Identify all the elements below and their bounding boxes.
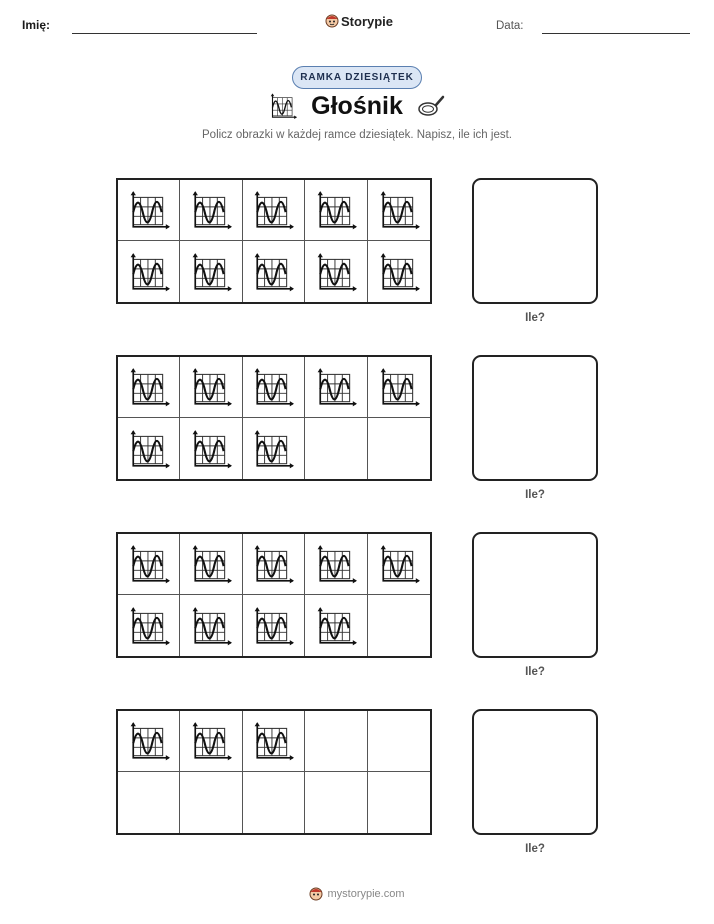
answer-prompt: Ile? — [525, 489, 545, 501]
ten-frame-cell — [243, 357, 305, 418]
sine-wave-graph-icon — [269, 92, 297, 120]
page-title: Głośnik — [311, 91, 403, 120]
instructions: Policz obrazki w każdej ramce dziesiątek. Napisz, ile ich jest. — [202, 129, 512, 141]
ten-frame-cell — [118, 180, 180, 241]
name-line[interactable] — [72, 33, 257, 34]
sine-wave-graph-icon — [315, 366, 357, 408]
ten-frame-cell — [180, 241, 242, 302]
sine-wave-graph-icon — [190, 366, 232, 408]
date-line[interactable] — [542, 33, 690, 34]
frying-pan-icon — [417, 92, 445, 120]
ten-frame-cell — [305, 418, 367, 479]
sine-wave-graph-icon — [252, 605, 294, 647]
ten-frame — [116, 355, 432, 481]
ten-frame-cell — [243, 711, 305, 772]
sine-wave-graph-icon — [190, 251, 232, 293]
answer-box[interactable] — [472, 532, 598, 658]
ten-frame-cell — [305, 357, 367, 418]
sine-wave-graph-icon — [128, 189, 170, 231]
sine-wave-graph-icon — [378, 251, 420, 293]
sine-wave-graph-icon — [252, 720, 294, 762]
answer-prompt: Ile? — [525, 843, 545, 855]
sine-wave-graph-icon — [378, 543, 420, 585]
sine-wave-graph-icon — [252, 366, 294, 408]
sine-wave-graph-icon — [190, 605, 232, 647]
sine-wave-graph-icon — [128, 428, 170, 470]
ten-frame-cell — [305, 534, 367, 595]
ten-frame-cell — [180, 357, 242, 418]
ten-frame-cell — [368, 180, 430, 241]
sine-wave-graph-icon — [252, 543, 294, 585]
title-row — [0, 88, 714, 124]
ten-frame-cell — [118, 595, 180, 656]
ten-frame-cell — [118, 241, 180, 302]
date-label: Data: — [496, 20, 524, 32]
ten-frame-cell — [368, 418, 430, 479]
ten-frame-cell — [118, 711, 180, 772]
ten-frame-cell — [180, 418, 242, 479]
footer — [0, 886, 714, 902]
worksheet-type-badge: RAMKA DZIESIĄTEK — [292, 66, 422, 89]
sine-wave-graph-icon — [128, 366, 170, 408]
sine-wave-graph-icon — [315, 189, 357, 231]
sine-wave-graph-icon — [190, 428, 232, 470]
logo — [325, 13, 393, 29]
ten-frame-cell — [243, 418, 305, 479]
sine-wave-graph-icon — [252, 189, 294, 231]
ten-frame-cell — [243, 241, 305, 302]
ten-frame-cell — [180, 595, 242, 656]
sine-wave-graph-icon — [128, 251, 170, 293]
ten-frame-cell — [305, 711, 367, 772]
ten-frame-cell — [243, 595, 305, 656]
answer-box[interactable] — [472, 709, 598, 835]
ten-frame-cell — [368, 241, 430, 302]
sine-wave-graph-icon — [252, 251, 294, 293]
ten-frame — [116, 178, 432, 304]
ten-frame-cell — [180, 711, 242, 772]
ten-frame-cell — [368, 711, 430, 772]
ten-frame-cell — [243, 772, 305, 833]
sine-wave-graph-icon — [190, 189, 232, 231]
answer-prompt: Ile? — [525, 312, 545, 324]
ten-frame — [116, 532, 432, 658]
sine-wave-graph-icon — [315, 543, 357, 585]
ten-frame-cell — [243, 180, 305, 241]
sine-wave-graph-icon — [252, 428, 294, 470]
ten-frame-cell — [305, 595, 367, 656]
ten-frame-cell — [368, 595, 430, 656]
ten-frame-cell — [180, 772, 242, 833]
sine-wave-graph-icon — [315, 251, 357, 293]
logo-text: Storypie — [341, 13, 394, 29]
ten-frame-cell — [305, 241, 367, 302]
ten-frame-cell — [118, 418, 180, 479]
pie-mascot-icon — [325, 13, 339, 29]
ten-frame-cell — [368, 772, 430, 833]
sine-wave-graph-icon — [315, 605, 357, 647]
sine-wave-graph-icon — [128, 720, 170, 762]
ten-frame-cell — [368, 357, 430, 418]
ten-frame-cell — [305, 180, 367, 241]
name-label: Imię: — [22, 18, 51, 32]
sine-wave-graph-icon — [190, 543, 232, 585]
ten-frame-cell — [180, 180, 242, 241]
answer-box[interactable] — [472, 178, 598, 304]
answer-box[interactable] — [472, 355, 598, 481]
ten-frame-cell — [118, 772, 180, 833]
ten-frame-cell — [118, 357, 180, 418]
answer-prompt: Ile? — [525, 666, 545, 678]
pie-mascot-icon — [309, 886, 323, 902]
sine-wave-graph-icon — [378, 189, 420, 231]
sine-wave-graph-icon — [128, 605, 170, 647]
ten-frame-cell — [180, 534, 242, 595]
sine-wave-graph-icon — [128, 543, 170, 585]
footer-url: mystorypie.com — [327, 888, 405, 900]
sine-wave-graph-icon — [190, 720, 232, 762]
ten-frame-cell — [305, 772, 367, 833]
ten-frame-cell — [118, 534, 180, 595]
ten-frame-cell — [243, 534, 305, 595]
ten-frame — [116, 709, 432, 835]
sine-wave-graph-icon — [378, 366, 420, 408]
ten-frame-cell — [368, 534, 430, 595]
